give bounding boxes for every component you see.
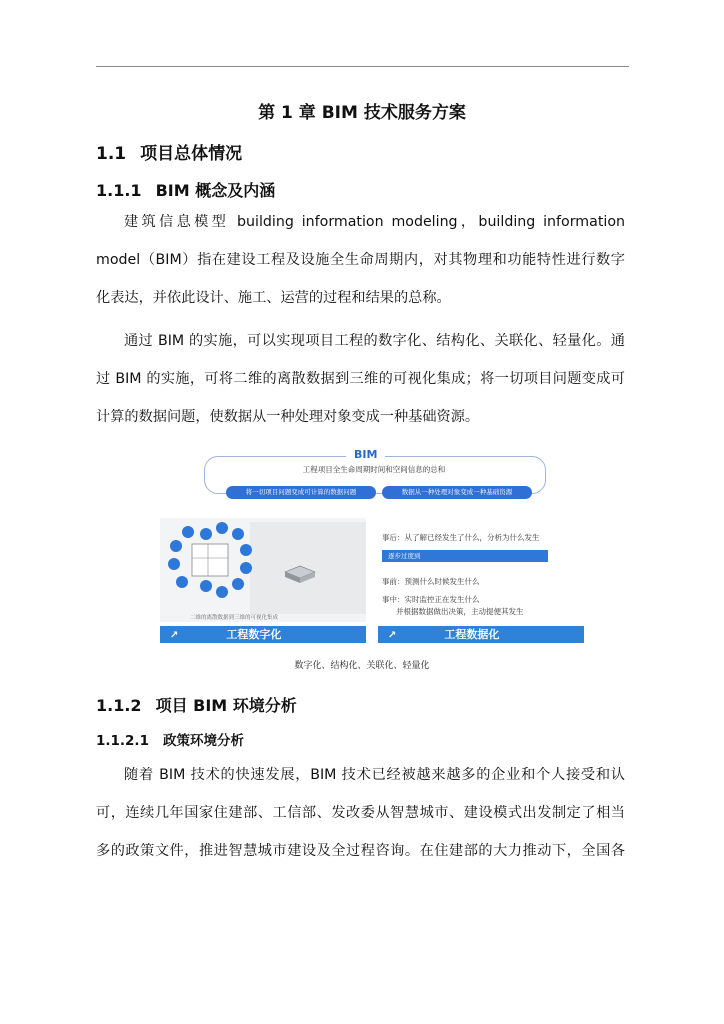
section-1-1-1-heading	[96, 178, 275, 201]
band-right-label: 工程数据化	[444, 628, 500, 641]
left-panel-caption: 二维的离散数据到三维的可视化集成	[190, 615, 279, 621]
ring-dot	[232, 528, 244, 540]
section-number: 1.1	[96, 144, 127, 164]
ring-dot	[232, 578, 244, 590]
right-line-1: 事后：从了解已经发生了什么，分析为什么发生	[382, 533, 540, 542]
ring-dot	[200, 528, 212, 540]
text-line: 可，连续几年国家住建部、工信部、发改委从智慧城市、建设模式出发制定了相当	[96, 805, 625, 821]
arrow-icon: ↗	[388, 630, 397, 641]
header-rule	[96, 66, 629, 67]
section-number: 1.1.1	[96, 181, 142, 200]
section-1-1-heading	[96, 139, 242, 164]
section-title: 政策环境分析	[162, 733, 244, 749]
paragraph-policy-environment	[96, 756, 625, 870]
band-left	[160, 626, 366, 643]
section-title: 项目 BIM 环境分析	[155, 696, 297, 715]
paragraph-bim-implementation	[96, 322, 625, 436]
text-line: 计算的数据问题，使数据从一种处理对象变成一种基础资源。	[96, 409, 480, 425]
band-left-label: 工程数字化	[226, 628, 282, 641]
ring-dot	[182, 526, 194, 538]
text-line: model（BIM）指在建设工程及设施全生命周期内，对其物理和功能特性进行数字	[96, 252, 625, 268]
chapter-title: 第 1 章 BIM 技术服务方案	[258, 103, 466, 123]
text-line: 建筑信息模型 building information modeling，building information	[124, 214, 625, 230]
paragraph-bim-definition	[96, 203, 625, 317]
text-line: 过 BIM 的实施，可将二维的离散数据到三维的可视化集成；将一切项目问题变成可	[96, 371, 625, 387]
text-line: 通过 BIM 的实施，可以实现项目工程的数字化、结构化、关联化、轻量化。通	[124, 333, 625, 349]
building-model-icon	[283, 564, 317, 584]
ring-dot	[176, 576, 188, 588]
ring-dot	[170, 540, 182, 552]
ring-dot	[200, 580, 212, 592]
pill-left: 将一切项目问题变成可计算的数据问题	[226, 486, 376, 499]
section-title: 项目总体情况	[140, 144, 243, 164]
right-pill: 逐步过度到	[382, 550, 548, 562]
ring-dot	[168, 558, 180, 570]
floorplan-icon	[190, 542, 230, 578]
ring-dot	[240, 544, 252, 556]
figure-caption: 数字化、结构化、关联化、轻量化	[294, 661, 430, 671]
ring-dot	[216, 522, 228, 534]
section-number: 1.1.2	[96, 696, 142, 715]
text-line: 多的政策文件，推进智慧城市建设及全过程咨询。在住建部的大力推动下，全国各	[96, 843, 625, 859]
pill-right: 数据从一种处理对象变成一种基础资源	[382, 486, 532, 499]
ring-dot	[240, 562, 252, 574]
text-line: 随着 BIM 技术的快速发展，BIM 技术已经被越来越多的企业和个人接受和认	[124, 767, 625, 783]
bim-figure	[160, 446, 584, 646]
section-title: BIM 概念及内涵	[155, 181, 276, 200]
bim-description: 工程项目全生命周期时间和空间信息的总和	[302, 465, 446, 474]
arrow-icon: ↗	[170, 630, 179, 641]
section-1-1-2-heading	[96, 693, 297, 716]
ring-dot	[216, 586, 228, 598]
section-number: 1.1.2.1	[96, 733, 149, 749]
bim-tag: BIM	[346, 448, 385, 461]
band-right	[378, 626, 584, 643]
right-panel	[378, 518, 584, 622]
right-line-2: 事前：预测什么时候发生什么	[382, 577, 480, 586]
right-line-4: 并根据数据做出决策，主动提便其发生	[396, 607, 524, 616]
section-1-1-2-1-heading	[96, 729, 244, 749]
text-line: 化表达，并依此设计、施工、运营的过程和结果的总称。	[96, 290, 451, 306]
right-line-3: 事中：实时监控正在发生什么	[382, 595, 480, 604]
